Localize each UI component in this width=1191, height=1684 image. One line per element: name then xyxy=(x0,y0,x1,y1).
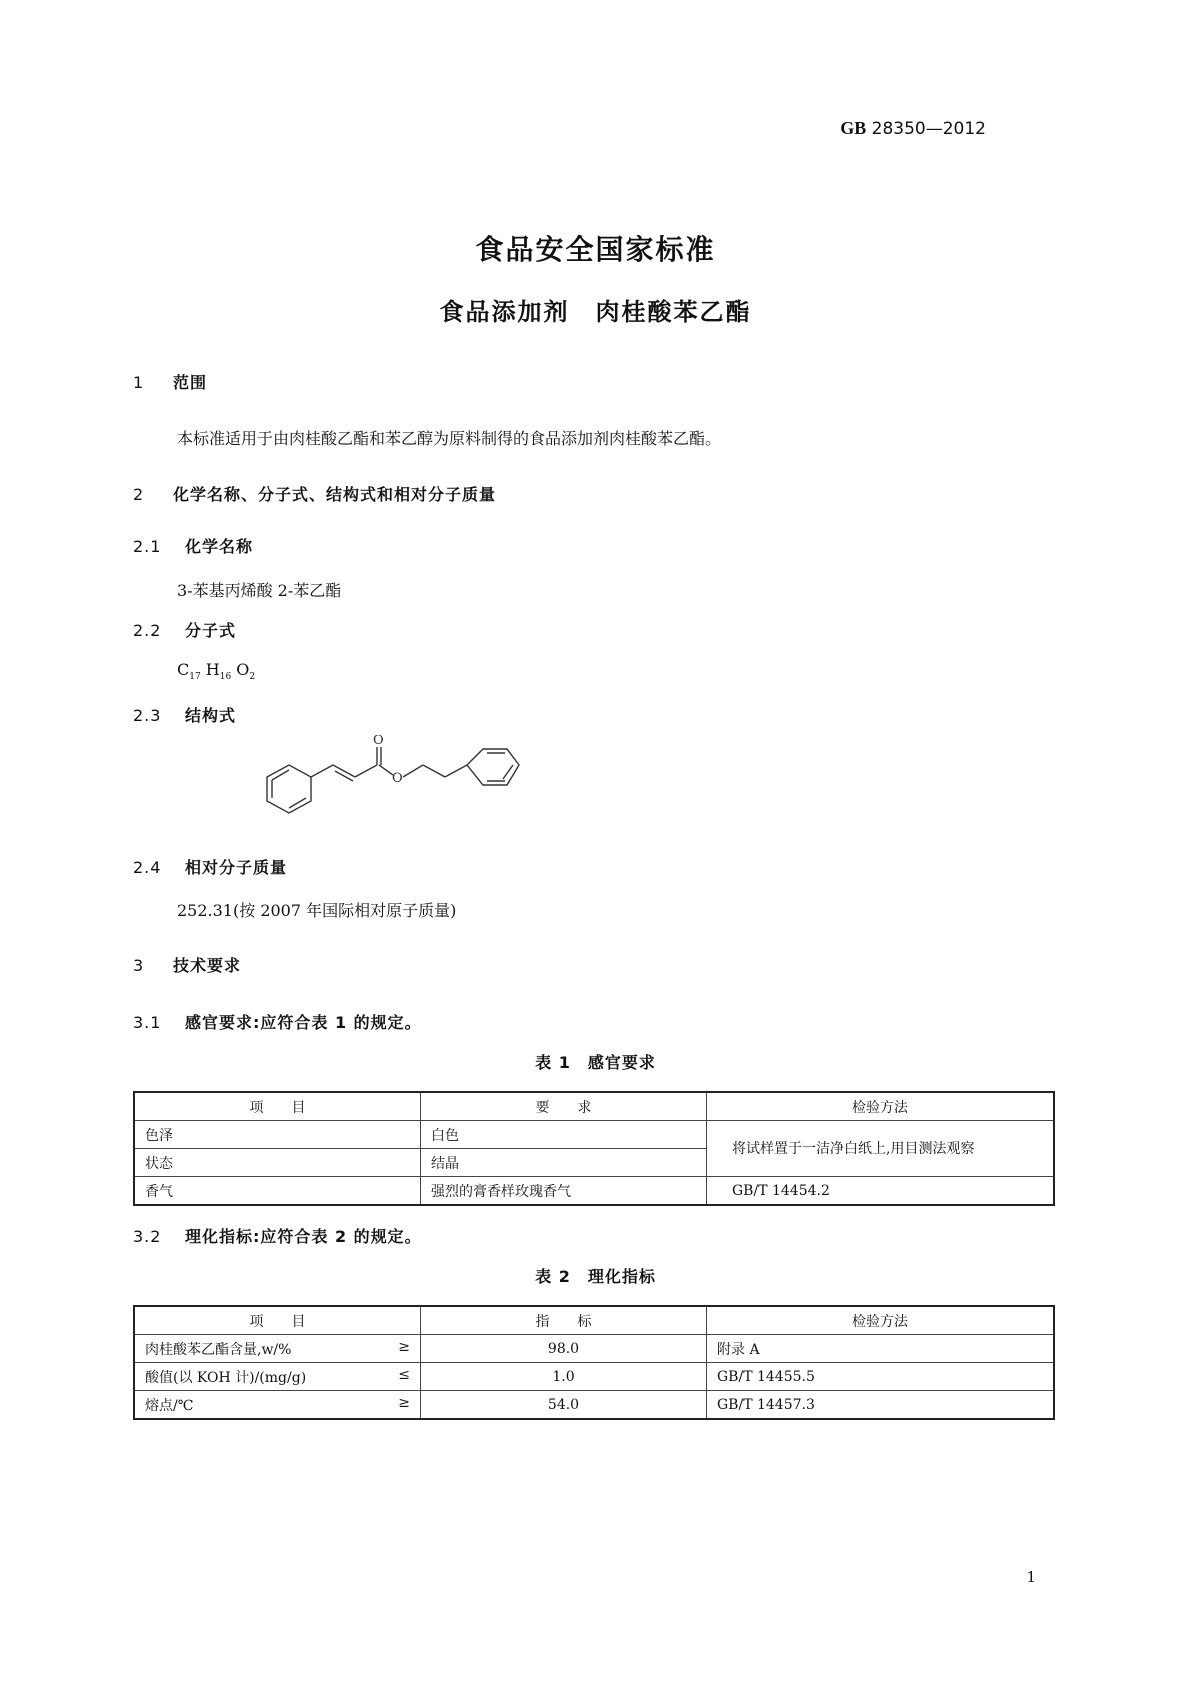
value-cell: 1.0 xyxy=(421,1363,707,1391)
section-2-2-heading xyxy=(133,618,236,641)
molecular-formula xyxy=(177,660,255,682)
header-cell: 检验方法 xyxy=(707,1306,1055,1335)
operator: ≤ xyxy=(398,1366,410,1383)
header-cell: 指 标 xyxy=(421,1306,707,1335)
header-cell: 要 求 xyxy=(421,1092,707,1121)
section-number: 2.1 xyxy=(133,537,162,556)
section-number: 3.1 xyxy=(133,1013,162,1032)
requirement-cell: 白色 xyxy=(421,1121,707,1149)
section-title: 化学名称 xyxy=(185,537,254,556)
section-title: 化学名称、分子式、结构式和相对分子质量 xyxy=(173,485,497,504)
table-2-physicochemical xyxy=(133,1305,1055,1420)
formula-h-sub: 16 xyxy=(219,672,232,683)
method-cell: GB/T 14455.5 xyxy=(707,1363,1055,1391)
table-1-caption: 表 1 感官要求 xyxy=(535,1053,656,1072)
oxygen-atom-label: O xyxy=(373,735,384,748)
molecular-mass: 252.31(按 2007 年国际相对原子质量) xyxy=(177,901,457,920)
item-cell: 色泽 xyxy=(134,1121,421,1149)
section-number: 1 xyxy=(133,373,145,392)
header-cell: 检验方法 xyxy=(707,1092,1055,1121)
item-label: 酸值(以 KOH 计)/(mg/g) xyxy=(145,1369,307,1386)
section-1-heading xyxy=(133,370,207,393)
item-cell: 香气 xyxy=(134,1177,421,1206)
document-subtitle: 食品添加剂 肉桂酸苯乙酯 xyxy=(439,298,752,326)
section-number: 3.2 xyxy=(133,1227,162,1246)
section-number: 2.4 xyxy=(133,858,162,877)
section-2-heading xyxy=(133,482,496,505)
formula-o: O xyxy=(236,660,250,679)
item-label: 肉桂酸苯乙酯含量,w/% xyxy=(145,1341,292,1358)
section-1-text: 本标准适用于由肉桂酸乙酯和苯乙醇为原料制得的食品添加剂肉桂酸苯乙酯。 xyxy=(177,429,722,448)
section-title: 技术要求 xyxy=(173,956,242,975)
formula-c: C xyxy=(177,660,190,679)
formula-h: H xyxy=(205,660,220,679)
requirement-cell: 强烈的膏香样玫瑰香气 xyxy=(421,1177,707,1206)
section-number: 3 xyxy=(133,956,145,975)
code-number: 28350—2012 xyxy=(871,119,986,139)
page-number: 1 xyxy=(1026,1568,1036,1586)
operator: ≥ xyxy=(398,1338,410,1355)
requirement-cell: 结晶 xyxy=(421,1149,707,1177)
item-cell xyxy=(134,1363,421,1391)
table-row xyxy=(134,1391,1054,1420)
section-title: 分子式 xyxy=(185,621,237,640)
standard-code xyxy=(840,118,986,139)
section-title: 相对分子质量 xyxy=(185,858,288,877)
table-header-row xyxy=(134,1306,1054,1335)
table-1-sensory xyxy=(133,1091,1055,1206)
section-number: 2 xyxy=(133,485,145,504)
section-2-4-heading xyxy=(133,855,287,878)
oxygen-atom-label: O xyxy=(392,771,403,786)
section-number: 2.2 xyxy=(133,621,162,640)
table-row xyxy=(134,1335,1054,1363)
operator: ≥ xyxy=(398,1394,410,1411)
table-row xyxy=(134,1363,1054,1391)
item-label: 熔点/℃ xyxy=(145,1397,194,1414)
method-cell: 附录 A xyxy=(707,1335,1055,1363)
method-cell: 将试样置于一洁净白纸上,用目测法观察 xyxy=(707,1121,1055,1177)
header-cell: 项 目 xyxy=(134,1092,421,1121)
section-2-1-heading xyxy=(133,534,253,557)
method-cell: GB/T 14457.3 xyxy=(707,1391,1055,1420)
document-title: 食品安全国家标准 xyxy=(475,233,716,266)
section-title: 结构式 xyxy=(185,706,237,725)
value-cell: 54.0 xyxy=(421,1391,707,1420)
section-number: 2.3 xyxy=(133,706,162,725)
table-row xyxy=(134,1121,1054,1149)
item-cell: 状态 xyxy=(134,1149,421,1177)
section-title: 理化指标:应符合表 2 的规定。 xyxy=(185,1227,422,1246)
section-3-2-heading xyxy=(133,1224,422,1247)
section-3-1-heading xyxy=(133,1010,422,1033)
section-2-3-heading xyxy=(133,703,236,726)
item-cell xyxy=(134,1335,421,1363)
header-cell: 项 目 xyxy=(134,1306,421,1335)
formula-o-sub: 2 xyxy=(249,672,256,683)
formula-c-sub: 17 xyxy=(189,672,201,683)
section-title: 范围 xyxy=(173,373,208,392)
section-title: 感官要求:应符合表 1 的规定。 xyxy=(185,1013,422,1032)
section-3-heading xyxy=(133,953,241,976)
value-cell: 98.0 xyxy=(421,1335,707,1363)
code-prefix: GB xyxy=(840,118,867,138)
chemical-name: 3-苯基丙烯酸 2-苯乙酯 xyxy=(177,581,342,600)
structural-formula-diagram xyxy=(245,735,545,845)
item-cell xyxy=(134,1391,421,1420)
table-row xyxy=(134,1177,1054,1206)
table-header-row xyxy=(134,1092,1054,1121)
table-2-caption: 表 2 理化指标 xyxy=(535,1267,656,1286)
method-cell: GB/T 14454.2 xyxy=(707,1177,1055,1206)
